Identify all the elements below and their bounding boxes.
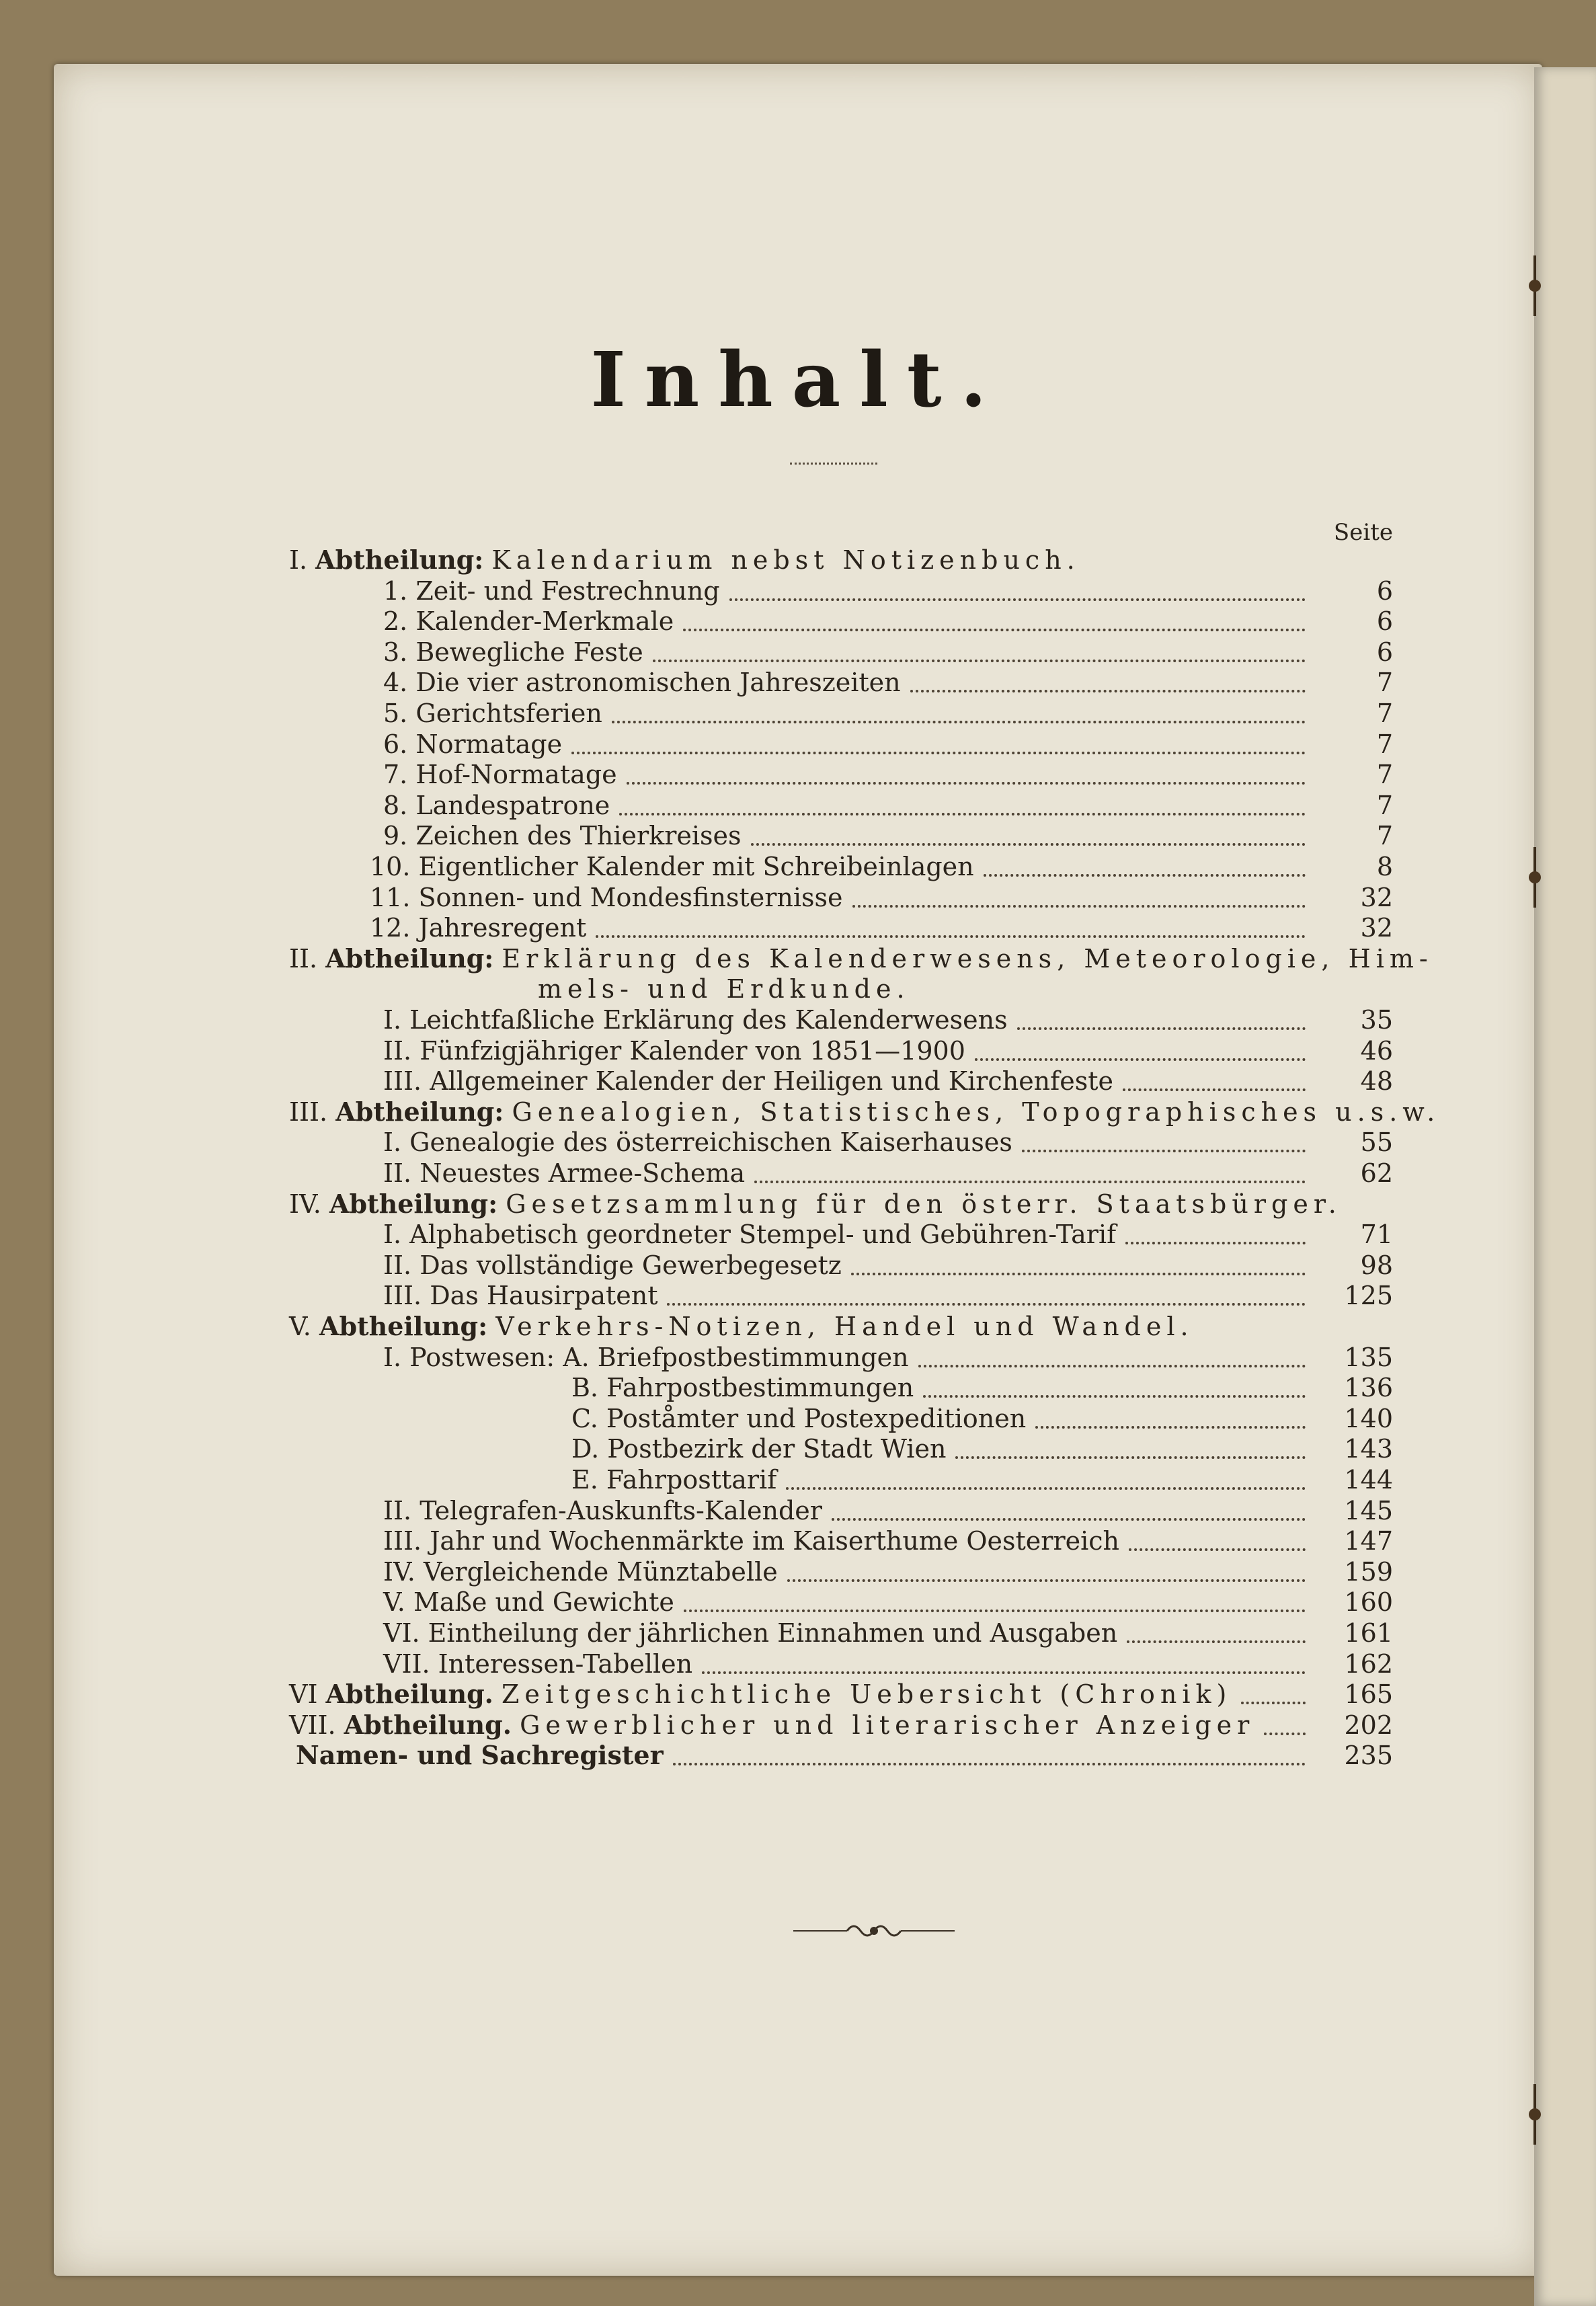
- toc-entry-number: 6.: [383, 729, 416, 759]
- toc-section-heading: Abtheilung.: [325, 1679, 493, 1710]
- toc-entry-text: Zeichen des Thierkreises: [415, 821, 742, 851]
- toc-page-number: 32: [1360, 913, 1393, 943]
- toc-entry-label: [383, 1219, 1116, 1250]
- toc-entry-label: [383, 1587, 674, 1618]
- toc-entry-label: [296, 1740, 664, 1771]
- toc-entry-text: Maße und Gewichte: [413, 1587, 674, 1618]
- toc-entry: [0, 1189, 1596, 1220]
- toc-page-number: 7: [1376, 821, 1393, 851]
- toc-entry-number: 11.: [370, 882, 419, 912]
- toc-entry: [0, 1035, 1596, 1066]
- toc-page-number: 147: [1344, 1526, 1393, 1556]
- toc-page-number: 160: [1344, 1587, 1393, 1618]
- toc-entry-number: I.: [383, 1342, 410, 1372]
- toc-page-number: 62: [1360, 1158, 1393, 1188]
- toc-entry-label: [383, 575, 720, 606]
- toc-page-number: 7: [1376, 760, 1393, 790]
- toc-page-number: 7: [1376, 790, 1393, 820]
- toc-entry-text: Fünfzigjähriger Kalender von 1851—1900: [420, 1035, 965, 1066]
- toc-section-heading: Abtheilung:: [315, 545, 484, 575]
- toc-entry: [0, 1097, 1596, 1127]
- toc-entry-label: [383, 1556, 778, 1587]
- toc-entry-text: Fahrposttarif: [606, 1465, 777, 1495]
- toc-entry: [0, 1556, 1596, 1587]
- toc-entry-text: Allgemeiner Kalender der Heiligen und Kirchenfeste: [430, 1066, 1113, 1097]
- toc-entry-text: Neuestes Armee-Schema: [420, 1158, 746, 1188]
- toc-entry-text: Bewegliche Feste: [415, 637, 643, 667]
- toc-entry-number: II.: [383, 1035, 420, 1066]
- toc-entry-label: [383, 1342, 909, 1373]
- dot-leader: [754, 1178, 1306, 1183]
- toc-entry-label: [383, 1618, 1117, 1648]
- toc-entry-label: [383, 1035, 965, 1066]
- toc-entry: [0, 851, 1596, 882]
- toc-entry-text: Zeit- und Festrechnung: [415, 575, 720, 606]
- toc-entry: [0, 1372, 1596, 1403]
- toc-entry-number: VI.: [383, 1618, 428, 1648]
- toc-entry: [0, 1710, 1596, 1741]
- toc-page-number: 159: [1344, 1556, 1393, 1587]
- toc-entry: [0, 667, 1596, 698]
- toc-page-number: 135: [1344, 1342, 1393, 1372]
- toc-entry-text: Erklärung des Kalenderwesens, Meteorologie, Him-: [502, 943, 1433, 973]
- toc-entry-label: [383, 1250, 842, 1281]
- dot-leader: [1125, 1239, 1306, 1244]
- toc-entry-number: II.: [383, 1250, 420, 1280]
- toc-entry-text: Hof-Normatage: [415, 760, 617, 790]
- toc-entry-label: [383, 729, 562, 760]
- toc-entry-label: [383, 1280, 657, 1311]
- toc-entry-text: Die vier astronomischen Jahreszeiten: [415, 668, 901, 698]
- toc-entry: [0, 1127, 1596, 1158]
- toc-entry-number: IV.: [289, 1189, 329, 1219]
- ornament-divider-icon: [793, 1917, 955, 1944]
- binding-pin-icon: [1518, 255, 1552, 316]
- page-title: Inhalt.: [590, 336, 1006, 424]
- toc-entry-label: [383, 759, 617, 790]
- toc-section-heading: Namen- und Sachregister: [296, 1740, 664, 1771]
- toc-entry: [0, 545, 1596, 575]
- toc-entry-text: mels- und Erdkunde.: [538, 974, 910, 1004]
- binding-pin-icon: [1518, 2084, 1552, 2145]
- toc-entry-number: VII.: [289, 1710, 344, 1740]
- dot-leader: [787, 1577, 1306, 1582]
- dot-leader: [832, 1515, 1306, 1521]
- toc-entry-number: I.: [383, 1220, 410, 1250]
- toc-entry-number: IV.: [383, 1556, 424, 1587]
- toc-page-number: 235: [1344, 1741, 1393, 1771]
- toc-entry-text: Sonnen- und Mondesfinsternisse: [418, 882, 843, 912]
- title-divider: [790, 463, 877, 465]
- toc-entry-number: 10.: [370, 852, 419, 881]
- toc-entry: [0, 637, 1596, 668]
- toc-page-number: 162: [1344, 1648, 1393, 1679]
- toc-entry: [0, 1740, 1596, 1771]
- dot-leader: [1129, 1546, 1306, 1551]
- dot-leader: [596, 932, 1306, 938]
- toc-entry-number: D.: [571, 1434, 608, 1464]
- page-column-label: Seite: [1333, 519, 1393, 546]
- toc-entry-label: [289, 1679, 1232, 1710]
- toc-entry-number: III.: [383, 1526, 430, 1556]
- toc-entry-number: V.: [383, 1587, 413, 1618]
- toc-entry-label: [383, 1066, 1113, 1097]
- toc-entry: [0, 1679, 1596, 1710]
- toc-entry: [0, 1618, 1596, 1648]
- toc-entry-number: 8.: [383, 790, 416, 820]
- toc-entry-number: 9.: [383, 821, 416, 851]
- toc-entry-text: Gesetzsammlung für den österr. Staatsbürger.: [506, 1189, 1342, 1219]
- toc-entry-number: 12.: [370, 913, 419, 943]
- toc-entry: [0, 759, 1596, 790]
- toc-page-number: 7: [1376, 699, 1393, 728]
- toc-page-number: 202: [1344, 1710, 1393, 1740]
- toc-entry-label: [289, 545, 1080, 575]
- toc-page-number: 71: [1360, 1220, 1393, 1250]
- toc-entry-label: [383, 606, 674, 637]
- toc-entry-label: [383, 698, 602, 729]
- toc-entry: [0, 1342, 1596, 1373]
- dot-leader: [1123, 1086, 1306, 1091]
- dot-leader: [702, 1669, 1306, 1674]
- toc-entry-label: [383, 1648, 692, 1679]
- toc-entry-text: Fahrpostbestimmungen: [606, 1373, 914, 1403]
- toc-entry-label: [538, 973, 910, 1004]
- toc-entry-text: Gerichtsferien: [415, 699, 602, 728]
- toc-entry: [0, 1250, 1596, 1281]
- toc-entry: [0, 882, 1596, 913]
- dot-leader: [1241, 1699, 1306, 1704]
- dot-leader: [1127, 1638, 1306, 1643]
- toc-entry: [0, 1311, 1596, 1342]
- dot-leader: [1017, 1025, 1306, 1030]
- toc-entry-label: [289, 1097, 1440, 1127]
- toc-page-number: 144: [1344, 1465, 1393, 1495]
- toc-entry: [0, 912, 1596, 943]
- toc-entry-label: [370, 912, 586, 943]
- toc-entry-number: I.: [383, 1005, 410, 1035]
- dot-leader: [786, 1484, 1306, 1490]
- toc-page-number: 145: [1344, 1495, 1393, 1525]
- dot-leader: [571, 749, 1306, 754]
- toc-entry-label: [383, 790, 610, 821]
- toc-page-number: 143: [1344, 1434, 1393, 1464]
- dot-leader: [667, 1300, 1306, 1306]
- toc-entry-number: E.: [571, 1465, 606, 1495]
- toc-entry-text: Das vollständige Gewerbegesetz: [420, 1250, 842, 1280]
- toc-entry: [0, 820, 1596, 851]
- toc-entry-text: Das Hausirpatent: [430, 1281, 658, 1311]
- toc-entry: [0, 729, 1596, 760]
- toc-entry-number: 3.: [383, 637, 416, 667]
- toc-entry: [0, 1403, 1596, 1434]
- toc-entry: [0, 1004, 1596, 1035]
- toc-entry-number: VI: [289, 1679, 326, 1710]
- toc-entry-label: [289, 943, 1433, 974]
- toc-entry-number: 2.: [383, 606, 416, 637]
- dot-leader: [653, 657, 1306, 662]
- toc-page-number: 6: [1376, 575, 1393, 606]
- toc-entry-label: [383, 1525, 1119, 1556]
- toc-entry-text: Gewerblicher und literarischer Anzeiger: [520, 1710, 1255, 1740]
- toc-entry: [0, 943, 1596, 974]
- toc-page-number: 32: [1360, 882, 1393, 912]
- toc-entry-number: I.: [289, 545, 316, 575]
- toc-entry-text: Eigentlicher Kalender mit Schreibeinlagen: [418, 852, 974, 881]
- dot-leader: [918, 1362, 1306, 1367]
- toc-entry: [0, 698, 1596, 729]
- dot-leader: [619, 810, 1306, 816]
- toc-page-number: 35: [1360, 1005, 1393, 1035]
- toc-entry: [0, 1525, 1596, 1556]
- toc-page-number: 6: [1376, 637, 1393, 667]
- toc-entry: [0, 790, 1596, 821]
- dot-leader: [673, 1760, 1306, 1765]
- toc-entry-number: II.: [383, 1158, 420, 1188]
- toc-entry-label: [370, 851, 974, 882]
- toc-entry-number: 4.: [383, 668, 416, 698]
- toc-entry-label: [289, 1311, 1194, 1342]
- toc-entry-number: V.: [289, 1312, 319, 1341]
- toc-entry: [0, 1587, 1596, 1618]
- toc-entry-text: Poståmter und Postexpeditionen: [606, 1403, 1027, 1433]
- toc-entry-label: [383, 1158, 745, 1189]
- toc-entry-text: Telegrafen-Auskunfts-Kalender: [420, 1495, 822, 1525]
- toc-page-number: 161: [1344, 1618, 1393, 1648]
- toc-entry-number: 5.: [383, 699, 416, 728]
- toc-entry-label: [383, 1495, 822, 1526]
- toc-entry-text: Genealogie des österreichischen Kaiserhauses: [409, 1127, 1012, 1158]
- dot-leader: [1035, 1423, 1306, 1429]
- toc-page-number: 8: [1376, 852, 1393, 881]
- toc-entry-text: Landespatrone: [415, 790, 610, 820]
- toc-entry-label: [289, 1710, 1254, 1741]
- toc-section-heading: Abtheilung:: [335, 1096, 504, 1127]
- toc-entry-label: [383, 1127, 1012, 1158]
- toc-entry-number: I.: [383, 1127, 410, 1158]
- toc-entry-label: [571, 1372, 914, 1403]
- toc-entry-text: Genealogien, Statistisches, Topographisches u.s.w.: [512, 1097, 1441, 1127]
- dot-leader: [910, 687, 1306, 692]
- toc-entry-label: [383, 820, 742, 851]
- binding-pin-icon: [1518, 847, 1552, 908]
- toc-entry-text: Eintheilung der jährlichen Einnahmen und Ausgaben: [428, 1618, 1118, 1648]
- toc-entry-label: [383, 1004, 1008, 1035]
- dot-leader: [729, 596, 1306, 601]
- toc-entry-number: III.: [383, 1281, 430, 1311]
- toc-entry-number: VII.: [383, 1648, 438, 1679]
- dot-leader: [923, 1392, 1306, 1398]
- toc-entry-text: Kalendarium nebst Notizenbuch.: [491, 545, 1080, 575]
- dot-leader: [975, 1056, 1306, 1061]
- toc-entry-text: Jahresregent: [418, 913, 587, 943]
- dot-leader: [627, 779, 1306, 785]
- toc-entry-number: C.: [571, 1403, 606, 1433]
- toc-entry-number: II.: [383, 1495, 420, 1525]
- toc-entry-text: Interessen-Tabellen: [438, 1648, 693, 1679]
- toc-page-number: 7: [1376, 729, 1393, 759]
- toc-entry-number: B.: [571, 1373, 607, 1403]
- toc-page-number: 165: [1344, 1679, 1393, 1710]
- toc-entry-number: 1.: [383, 575, 416, 606]
- toc-entry: [0, 575, 1596, 606]
- toc-entry: [0, 1433, 1596, 1464]
- toc-entry: [0, 1648, 1596, 1679]
- toc-page-number: 98: [1360, 1250, 1393, 1280]
- toc-entry-label: [571, 1403, 1026, 1434]
- toc-page-number: 48: [1360, 1066, 1393, 1097]
- toc-entry-label: [571, 1433, 946, 1464]
- toc-page-number: 140: [1344, 1403, 1393, 1433]
- toc-entry-text: Postwesen: A. Briefpostbestimmungen: [409, 1342, 909, 1372]
- toc-entry-label: [383, 667, 901, 698]
- toc-entry: [0, 1495, 1596, 1526]
- toc-page-number: 136: [1344, 1373, 1393, 1403]
- toc-page-number: 46: [1360, 1035, 1393, 1066]
- toc-entry: [0, 606, 1596, 637]
- dot-leader: [612, 718, 1306, 723]
- toc-page-number: 7: [1376, 668, 1393, 698]
- toc-section-heading: Abtheilung:: [319, 1311, 488, 1341]
- dot-leader: [852, 902, 1306, 908]
- toc-entry-text: Leichtfaßliche Erklärung des Kalenderwesens: [409, 1005, 1008, 1035]
- dot-leader: [955, 1454, 1306, 1459]
- toc-section-heading: Abtheilung:: [325, 943, 494, 973]
- toc-entry-text: Normatage: [415, 729, 563, 759]
- toc-page-number: 6: [1376, 606, 1393, 637]
- toc-entry-text: Postbezirk der Stadt Wien: [607, 1434, 947, 1464]
- dot-leader: [683, 626, 1306, 631]
- toc-entry-text: Verkehrs-Notizen, Handel und Wandel.: [495, 1312, 1194, 1341]
- toc-entry: [0, 1280, 1596, 1311]
- dot-leader: [1264, 1730, 1306, 1735]
- toc-page-number: 55: [1360, 1127, 1393, 1158]
- dot-leader: [684, 1607, 1306, 1612]
- toc-entry-number: 7.: [383, 760, 416, 790]
- toc-entry-text: Zeitgeschichtliche Uebersicht (Chronik): [501, 1679, 1232, 1710]
- toc-entry-text: Jahr und Wochenmärkte im Kaiserthume Oesterreich: [430, 1526, 1120, 1556]
- toc-entry: [0, 1066, 1596, 1097]
- toc-entry-number: II.: [289, 943, 326, 973]
- toc-entry: [0, 1219, 1596, 1250]
- toc-entry: [0, 1158, 1596, 1189]
- dot-leader: [851, 1270, 1306, 1275]
- toc-entry-text: Vergleichende Münztabelle: [423, 1556, 778, 1587]
- toc-entry-text: Kalender-Merkmale: [415, 606, 674, 637]
- toc-entry: [0, 1464, 1596, 1495]
- toc-entry-label: [289, 1189, 1342, 1220]
- toc-page-number: 125: [1344, 1281, 1393, 1311]
- toc-section-heading: Abtheilung.: [344, 1709, 512, 1740]
- toc-entry-number: III.: [289, 1097, 336, 1127]
- toc-entry-label: [370, 882, 843, 913]
- toc-entry-label: [383, 637, 643, 668]
- toc-entry-number: III.: [383, 1066, 430, 1097]
- toc-entry-label: [571, 1464, 776, 1495]
- dot-leader: [751, 840, 1306, 846]
- dot-leader: [1022, 1147, 1306, 1152]
- toc-entry-text: Alphabetisch geordneter Stempel- und Gebühren-Tarif: [409, 1220, 1117, 1250]
- toc-section-heading: Abtheilung:: [329, 1188, 498, 1219]
- toc-entry: [0, 973, 1596, 1004]
- dot-leader: [984, 871, 1306, 877]
